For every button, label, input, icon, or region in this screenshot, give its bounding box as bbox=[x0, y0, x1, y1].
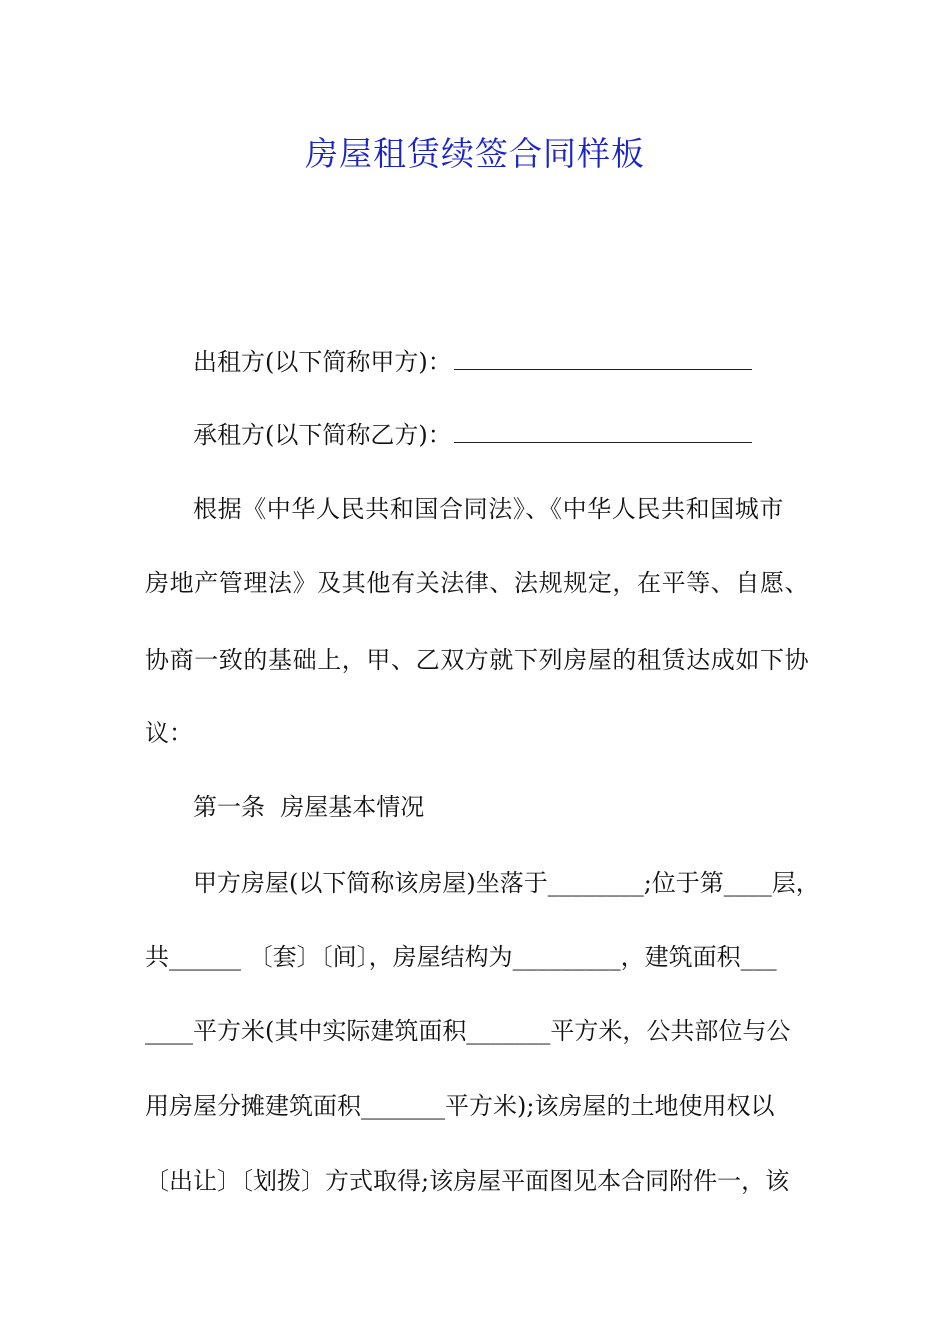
lessee-label: 承租方(以下简称乙方)： bbox=[193, 421, 452, 449]
paragraph-line: 协商一致的基础上，甲、乙双方就下列房屋的租赁达成如下协 bbox=[145, 646, 810, 674]
paragraph-line: 议： bbox=[145, 719, 193, 747]
lessor-label: 出租方(以下简称甲方)： bbox=[193, 348, 452, 376]
lessor-line bbox=[193, 345, 825, 379]
paragraph-line: 用房屋分摊建筑面积_______平方米);该房屋的土地使用权以 bbox=[145, 1092, 775, 1120]
paragraph-line: 甲方房屋(以下简称该房屋)坐落于________;位于第____层， bbox=[193, 869, 820, 897]
paragraph-line: 根据《中华人民共和国合同法》、《中华人民共和国城市 bbox=[193, 495, 784, 523]
lessor-blank[interactable] bbox=[454, 347, 752, 370]
paragraph-line: 〔出让〕〔划拨〕方式取得;该房屋平面图见本合同附件一，该 bbox=[145, 1167, 790, 1195]
section-heading: 第一条 房屋基本情况 bbox=[193, 793, 425, 821]
document-title: 房屋租赁续签合同样板 bbox=[305, 134, 645, 173]
lessee-blank[interactable] bbox=[454, 420, 752, 443]
paragraph-line: 共______ 〔套〕〔间〕，房屋结构为_________，建筑面积___ bbox=[145, 943, 777, 971]
lessee-line bbox=[193, 418, 825, 452]
paragraph-line: ____平方米(其中实际建筑面积_______平方米，公共部位与公 bbox=[145, 1017, 791, 1045]
paragraph-line: 房地产管理法》及其他有关法律、法规规定，在平等、自愿、 bbox=[145, 569, 810, 597]
